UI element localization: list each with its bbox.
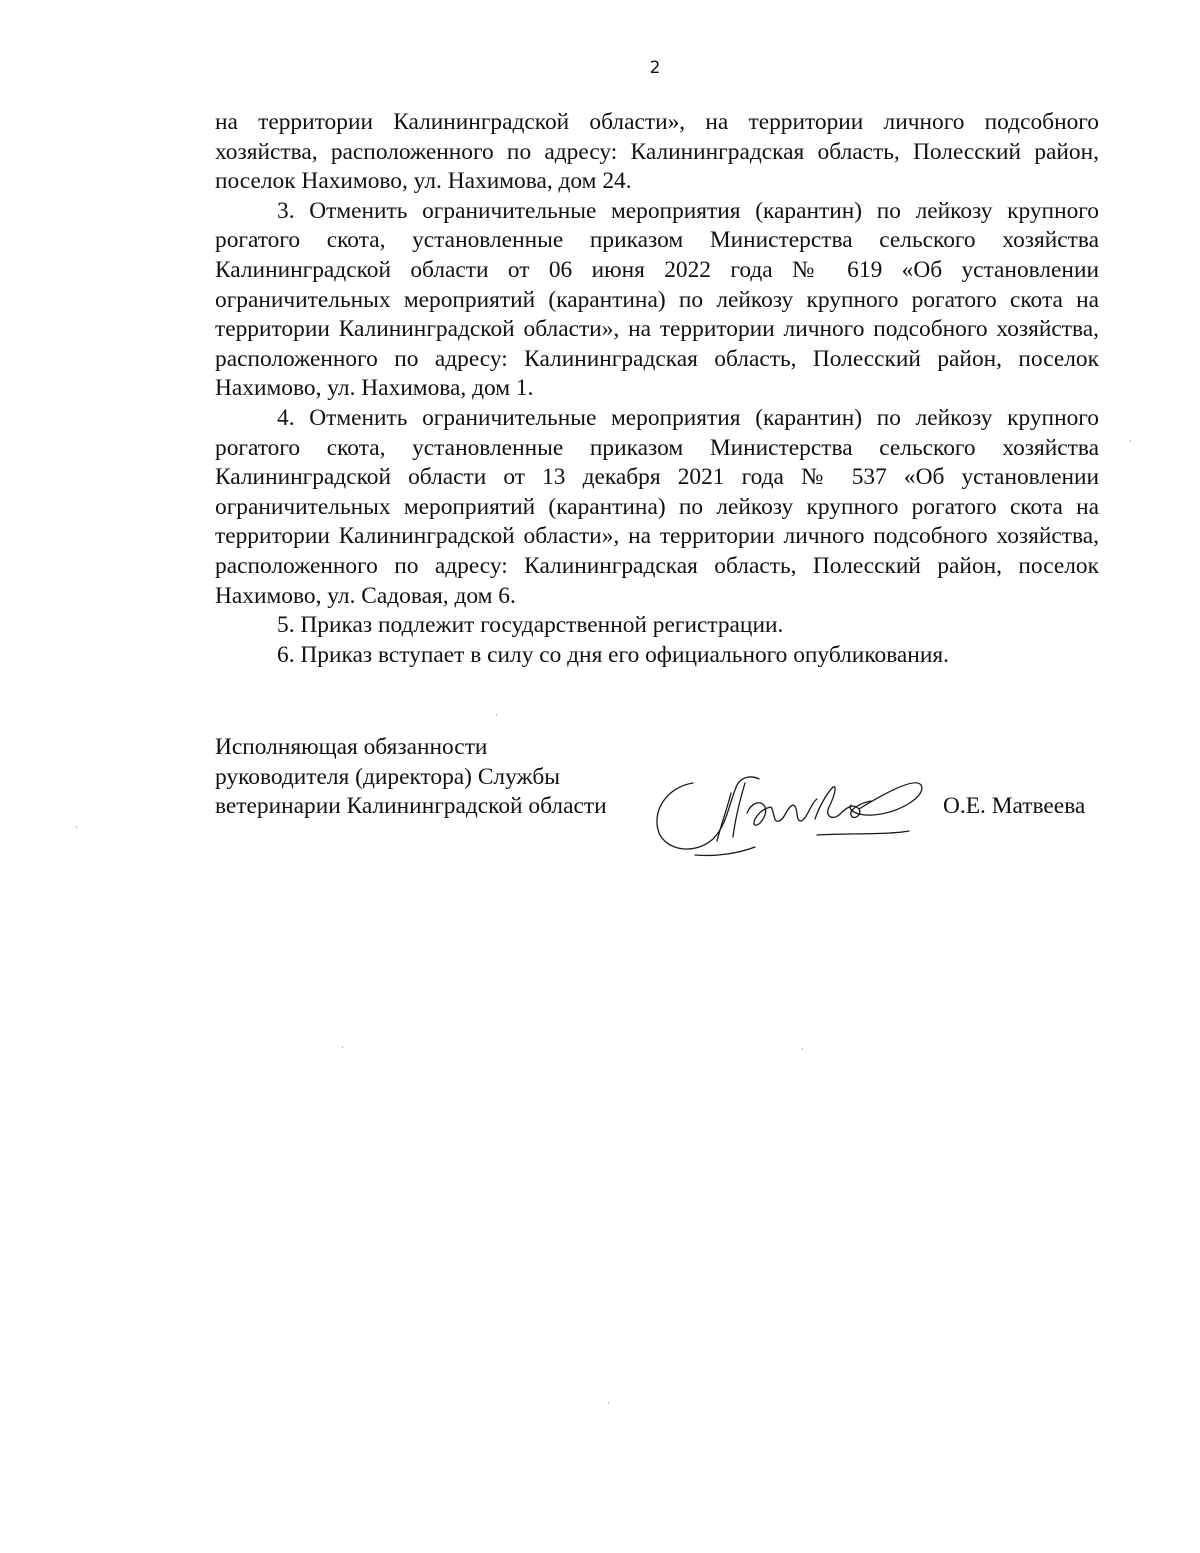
page-number: 2 [649, 58, 661, 78]
signature-block [215, 733, 1115, 863]
signer-name: О.Е. Матвеева [943, 793, 1086, 819]
signer-position-line-3: ветеринарии Калининградской области [215, 793, 607, 820]
paragraph-item-4: 4. Отменить ограничительные мероприятия (карантин) по лейкозу крупного рогатого скота, установленные приказом Министерства сельского хозяйства Калининградской области от 13 декабря 2021 года № 537 «Об установлении ограничительных мероприятий (карантина) по лейкозу крупного рогатого скота на территории Калининградской области», на территории личного подсобного хозяйства, расположенного по адресу: Калининградская область, Полесский район, поселок Нахимово, ул. Садовая, дом 6. [215, 404, 1099, 609]
signer-position-line-2: руководителя (директора) Службы [215, 763, 560, 790]
signer-position-line-1: Исполняющая обязанности [215, 734, 488, 760]
paragraph-item-3: 3. Отменить ограничительные мероприятия (карантин) по лейкозу крупного рогатого скота, установленные приказом Министерства сельского хозяйства Калининградской области от 06 июня 2022 года № 619 «Об установлении ограничительных мероприятий (карантина) по лейкозу крупного рогатого скота на территории Калининградской области», на территории личного подсобного хозяйства, расположенного по адресу: Калининградская область, Полесский район, поселок Нахимово, ул. Нахимова, дом 1. [215, 197, 1099, 402]
signer-position [215, 733, 607, 822]
paragraph-continuation: на территории Калининградской области», на территории личного подсобного хозяйства, расположенного по адресу: Калининградская область, Полесский район, поселок Нахимово, ул. Нахимова, дом 24. [215, 109, 1099, 195]
handwritten-signature [647, 763, 932, 863]
paragraph-item-5: 5. Приказ подлежит государственной регистрации. [277, 612, 784, 639]
paragraph-item-6: 6. Приказ вступает в силу со дня его официального опубликования. [277, 641, 949, 668]
document-body [215, 108, 1099, 670]
